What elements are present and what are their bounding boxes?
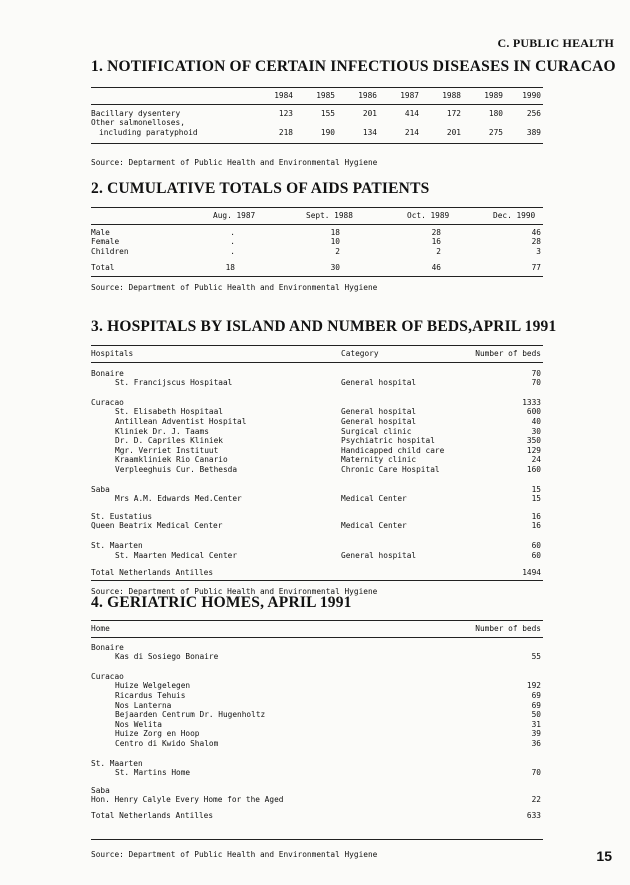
table-row: Kas di Sosiego Bonaire 55 bbox=[115, 652, 541, 662]
island-row: Bonaire bbox=[91, 642, 124, 652]
col-header: 1988 bbox=[442, 91, 461, 100]
table-geriatric-homes bbox=[91, 594, 543, 859]
table-row: Queen Beatrix Medical Center Medical Center 16 bbox=[91, 521, 541, 531]
island-row: St. Maarten 60 bbox=[91, 540, 541, 550]
col-header: 1986 bbox=[358, 91, 377, 100]
table-row: Huize Welgelegen 192 bbox=[115, 681, 541, 691]
divider bbox=[91, 276, 543, 277]
table-aids-patients bbox=[91, 180, 543, 292]
divider bbox=[91, 207, 543, 208]
table4-header-row: Home Number of beds bbox=[91, 624, 541, 633]
island-row: Saba 15 bbox=[91, 484, 541, 494]
divider bbox=[91, 637, 543, 638]
divider bbox=[91, 362, 543, 363]
table-row: Bacillary dysentery 123 155 201 414 172 180 256 bbox=[91, 108, 541, 118]
table-row: Male . 18 28 46 bbox=[91, 227, 541, 237]
island-row: Saba bbox=[91, 785, 110, 795]
table-row: St. Maarten Medical Center General hospital 60 bbox=[115, 550, 541, 560]
table4-source: Source: Department of Public Health and Environmental Hygiene bbox=[91, 849, 378, 859]
table2-header-row: Aug. 1987 Sept. 1988 Oct. 1989 Dec. 1990 bbox=[213, 211, 536, 220]
table-row: Antillean Adventist Hospital General hospital 40 bbox=[115, 416, 541, 426]
table-row: Nos Lanterna 69 bbox=[115, 700, 541, 710]
table-row: Mgr. Verriet Instituut Handicapped child care 129 bbox=[115, 445, 541, 455]
table2-title: 2. CUMULATIVE TOTALS OF AIDS PATIENTS bbox=[91, 180, 430, 197]
island-row: Bonaire 70 bbox=[91, 368, 541, 378]
col-header: 1985 bbox=[316, 91, 335, 100]
table-row: Kliniek Dr. J. Taams Surgical clinic 30 bbox=[115, 426, 541, 436]
table4-title: 4. GERIATRIC HOMES, APRIL 1991 bbox=[91, 594, 352, 611]
island-row: Curacao bbox=[91, 671, 124, 681]
table-row: St. Elisabeth Hospitaal General hospital 600 bbox=[115, 407, 541, 417]
table-row: Ricardus Tehuis 69 bbox=[115, 690, 541, 700]
col-header: 1987 bbox=[400, 91, 419, 100]
divider bbox=[91, 839, 543, 840]
table-total-row: Total Netherlands Antilles 633 bbox=[91, 810, 541, 820]
table3-header-row: Hospitals Category Number of beds bbox=[91, 349, 541, 358]
table-row: Hon. Henry Calyle Every Home for the Aged 22 bbox=[91, 795, 541, 805]
table-row: Female . 10 16 28 bbox=[91, 237, 541, 247]
table1-title: 1. NOTIFICATION OF CERTAIN INFECTIOUS DISEASES IN CURACAO bbox=[91, 58, 616, 75]
table-total-row: Total 18 30 46 77 bbox=[91, 263, 541, 273]
divider bbox=[91, 224, 543, 225]
table-row: Other salmonelloses, bbox=[91, 118, 185, 128]
table-row: Huize Zorg en Hoop 39 bbox=[115, 729, 541, 739]
divider bbox=[91, 143, 543, 144]
table-row: St. Francijscus Hospitaal General hospital 70 bbox=[115, 378, 541, 388]
island-row: Curacao 1333 bbox=[91, 397, 541, 407]
table2-source: Source: Department of Public Health and Environmental Hygiene bbox=[91, 282, 378, 292]
table-row: Dr. D. Capriles Kliniek Psychiatric hospital 350 bbox=[115, 436, 541, 446]
table-row: Verpleeghuis Cur. Bethesda Chronic Care Hospital 160 bbox=[115, 464, 541, 474]
table-infectious-diseases bbox=[91, 58, 616, 168]
table-row: Children . 2 2 3 bbox=[91, 246, 541, 256]
section-header: C. PUBLIC HEALTH bbox=[497, 36, 614, 50]
table1-header-row bbox=[91, 91, 543, 101]
island-row: St. Eustatius 16 bbox=[91, 511, 541, 521]
table-row: Mrs A.M. Edwards Med.Center Medical Center 15 bbox=[115, 494, 541, 504]
table-row: Kraamkliniek Rio Canario Maternity clinic 24 bbox=[115, 455, 541, 465]
island-row: St. Maarten bbox=[91, 758, 143, 768]
table3-title: 3. HOSPITALS BY ISLAND AND NUMBER OF BEDS,APRIL 1991 bbox=[91, 318, 557, 335]
table-total-row: Total Netherlands Antilles 1494 bbox=[91, 568, 541, 578]
table-row: including paratyphoid 218 190 134 214 201 275 389 bbox=[99, 127, 541, 137]
divider bbox=[91, 87, 543, 88]
col-header: 1984 bbox=[274, 91, 293, 100]
table-row: Centro di Kwido Shalom 36 bbox=[115, 738, 541, 748]
table-row: St. Martins Home 70 bbox=[115, 768, 541, 778]
table1-source: Source: Deptarment of Public Health and Environmental Hygiene bbox=[91, 158, 378, 168]
col-header: 1989 bbox=[484, 91, 503, 100]
divider bbox=[91, 580, 543, 581]
page-number: 15 bbox=[596, 848, 612, 864]
table-hospitals bbox=[91, 318, 557, 596]
divider bbox=[91, 620, 543, 621]
table3-source: Source: Department of Public Health and Environmental Hygiene bbox=[91, 586, 378, 596]
divider bbox=[91, 104, 543, 105]
divider bbox=[91, 345, 543, 346]
table-row: Nos Welita 31 bbox=[115, 719, 541, 729]
table-row: Bejaarden Centrum Dr. Hugenholtz 50 bbox=[115, 710, 541, 720]
col-header: 1990 bbox=[522, 91, 541, 100]
